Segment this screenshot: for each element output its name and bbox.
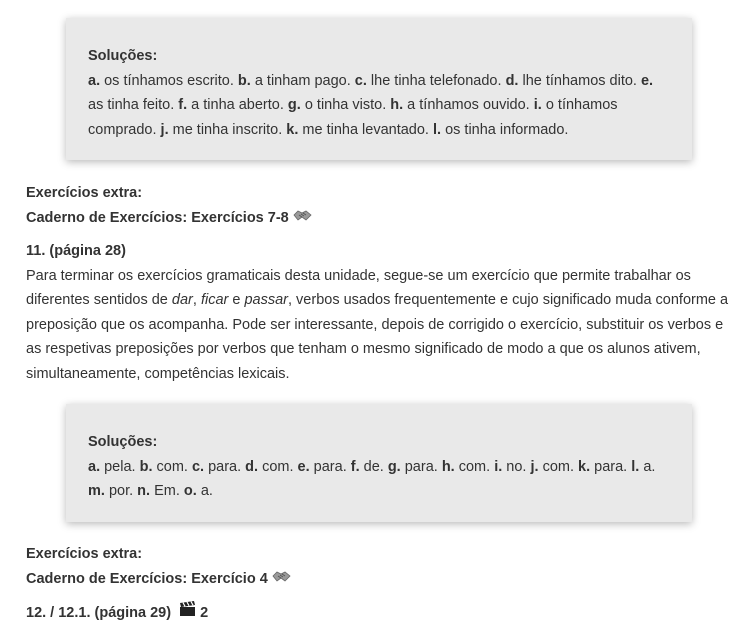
- solutions-title: Soluções:: [88, 434, 158, 450]
- solution-letter: i.: [533, 97, 542, 113]
- verb-dar: dar: [171, 292, 193, 308]
- extra-exercises-1: [26, 181, 738, 230]
- audio-track-number: 2: [200, 605, 209, 622]
- desc-sep-1: ,: [192, 292, 201, 308]
- solution-letter: b.: [237, 72, 251, 89]
- solution-letter: e.: [640, 72, 654, 89]
- workbook-link-text[interactable]: Caderno de Exercícios: Exercícios 7-8: [26, 209, 289, 226]
- solutions-list: [88, 69, 670, 143]
- desc-text-2: , verbos usados frequentemente e cujo significado muda conforme a preposição que os acompanha. Pode ser interessante, depois de corrigido o exercício, substituir os verbos e as respetivas preposições por verbos que tenham o mesmo significado de modo a que os alunos ativem, simultaneamente, competências lexicais.: [26, 292, 729, 382]
- solution-answer: me tinha levantado.: [298, 121, 433, 138]
- solution-letter: c.: [354, 72, 367, 89]
- solution-answer: a.: [639, 458, 656, 475]
- solution-letter: b.: [139, 458, 153, 475]
- solution-letter: h.: [441, 458, 455, 475]
- solution-answer: no.: [502, 458, 531, 475]
- solution-answer: para.: [400, 458, 442, 475]
- solution-answer: as tinha feito.: [88, 97, 179, 113]
- solution-letter: l.: [433, 121, 442, 138]
- solution-answer: os tinha informado.: [441, 121, 569, 138]
- solution-answer: pela.: [100, 458, 140, 475]
- exercise-12: [26, 601, 738, 626]
- solution-letter: l.: [631, 458, 640, 475]
- solution-letter: g.: [287, 97, 301, 113]
- solution-letter: i.: [494, 458, 503, 475]
- solution-letter: j.: [530, 458, 539, 475]
- verb-passar: passar: [244, 292, 288, 308]
- exercise-heading: 11. (página 28): [26, 243, 126, 259]
- extra-exercises-2: [26, 542, 738, 591]
- solution-answer: a tínhamos ouvido.: [403, 97, 534, 113]
- solution-answer: para.: [590, 458, 632, 475]
- exercise-description: [26, 264, 738, 387]
- solution-letter: j.: [160, 121, 169, 138]
- solution-letter: g.: [387, 458, 401, 475]
- solutions-box-1: [66, 18, 692, 160]
- solution-answer: o tinha visto.: [300, 97, 391, 113]
- clapperboard-icon[interactable]: [179, 601, 196, 626]
- handshake-icon: [272, 567, 291, 592]
- workbook-link[interactable]: [26, 206, 738, 231]
- solution-answer: de.: [359, 458, 388, 475]
- solution-answer: a.: [196, 483, 213, 499]
- solution-answer: me tinha inscrito.: [168, 121, 287, 138]
- solution-answer: o tínhamos comprado.: [88, 97, 618, 138]
- solution-letter: e.: [297, 458, 310, 475]
- solution-answer: para.: [309, 458, 351, 475]
- extra-exercises-label: Exercícios extra:: [26, 546, 143, 562]
- solution-letter: d.: [245, 458, 259, 475]
- solutions-title: Soluções:: [88, 48, 158, 64]
- solution-answer: a tinha aberto.: [187, 97, 288, 113]
- solution-letter: k.: [578, 458, 591, 475]
- solution-letter: m.: [88, 483, 105, 499]
- solution-answer: os tínhamos escrito.: [100, 72, 238, 89]
- solution-answer: lhe tinha telefonado.: [366, 72, 506, 89]
- solution-letter: h.: [390, 97, 404, 113]
- solution-letter: f.: [350, 458, 360, 475]
- solution-letter: a.: [88, 72, 101, 89]
- exercise-heading: 12. / 12.1. (página 29): [26, 605, 172, 622]
- exercise-11: [26, 239, 738, 386]
- solution-letter: a.: [88, 458, 101, 475]
- verb-ficar: ficar: [200, 292, 229, 308]
- solution-letter: o.: [183, 483, 197, 499]
- solution-answer: com.: [258, 458, 298, 475]
- solutions-list: [88, 455, 670, 504]
- desc-sep-2: e: [228, 292, 245, 308]
- solutions-box-2: [66, 404, 692, 522]
- solution-letter: f.: [178, 97, 188, 113]
- solution-answer: a tinham pago.: [250, 72, 355, 89]
- extra-exercises-label: Exercícios extra:: [26, 185, 143, 201]
- solution-answer: Em.: [150, 483, 184, 499]
- solution-letter: d.: [505, 72, 519, 89]
- solution-answer: com.: [152, 458, 192, 475]
- solution-answer: com.: [454, 458, 495, 475]
- workbook-link-text[interactable]: Caderno de Exercícios: Exercício 4: [26, 570, 268, 587]
- desc-text-1: Para terminar os exercícios gramaticais desta unidade, segue-se um exercício que permite trabalhar os diferentes sentidos de: [26, 267, 691, 308]
- solution-answer: lhe tínhamos dito.: [518, 72, 641, 89]
- workbook-link[interactable]: [26, 567, 738, 592]
- solution-answer: para.: [204, 458, 246, 475]
- handshake-icon: [293, 206, 312, 231]
- solution-answer: por.: [104, 483, 138, 499]
- solution-answer: com.: [538, 458, 579, 475]
- solution-letter: c.: [191, 458, 205, 475]
- solution-letter: n.: [137, 483, 151, 499]
- solution-letter: k.: [286, 121, 299, 138]
